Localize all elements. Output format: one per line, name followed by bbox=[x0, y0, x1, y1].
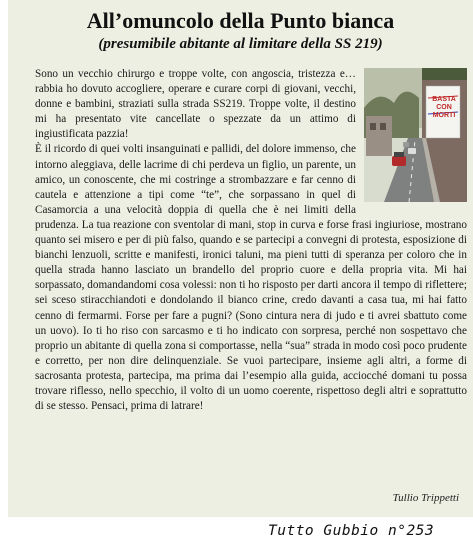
article-paragraph-1: Sono un vecchio chirurgo e troppe volte, con angoscia, tristezza e… rabbia ho dovuto accogliere, operare e curare corpi di giovani, vecchi, donne e bambini, straziati sulla strada SS219. Troppe volte, il destino mi ha presentato vite cancellate o spezzate da un attimo di ingiustificata pazzia! bbox=[35, 68, 356, 141]
article-body bbox=[35, 67, 467, 414]
article-title: All’omuncolo della Punto bianca bbox=[86, 8, 395, 33]
publication-source: Tutto Gubbio n°253 bbox=[268, 523, 435, 539]
road-photo bbox=[364, 68, 467, 202]
author-signature: Tullio Trippetti bbox=[392, 492, 459, 504]
article-panel bbox=[8, 0, 473, 517]
photo-sign-text: BASTA CON MORTI bbox=[432, 96, 456, 119]
article-paragraph-2: È il ricordo di quei volti insanguinati e pallidi, del dolore immenso, che intorno aleggiava, delle lacrime di chi perdeva un figlio, un parente, un amico, un conoscente, che mi costringe a strombazzare e far cenno di cautela e attenzione a tipi come “te”, che sorpassano in quel di Casamorcia a una velocità doppia di quella che è nei limiti della prudenza. La tua reazione con sventolar di mani, stop in curva e forse frasi ingiuriose, mostrano quanto sei misero e per di più falso, quando e se partecipi a convegni di protesta, esposizione di bianchi lenzuoli, scritte e manifesti, ironici taluni, ma pieni tutti di speranza per coloro che in quella strada hanno lasciato un brandello del proprio cuore e della propria vita. Mi hai sorpassato, domandandomi cosa volessi: non ti ho risposto per darti ancora il tempo di riflettere; sei sceso stiracchiandoti e dondolando il bianco crine, credo davanti a casa tua, mi hai fatto cenno di fermarmi. Forse per fare a pugni? (Sono cintura nera di judo e ti avrei sbattuto come un uovo). Io ti ho riso con sarcasmo e ti ho indicato con sorpresa, perché non sospettavo che proprio un abitante di quella zona si comportasse, nella “sua” strada in modo così poco prudente e corretto, per non dire delinquenziale. Se vuoi partecipare, insieme agli altri, a forme di sacrosanta protesta, partecipa, ma prima dai l’esempio alla guida, acciocché domani tu possa trovare riflesso, nello specchio, il volto di un uomo coerente, rispettoso degli altri e soprattutto di se stesso. Pensaci, prima di latrare! bbox=[35, 143, 467, 413]
road-photo-image bbox=[364, 68, 467, 202]
article-subtitle: (presumibile abitante al limitare della SS 219) bbox=[98, 36, 383, 52]
